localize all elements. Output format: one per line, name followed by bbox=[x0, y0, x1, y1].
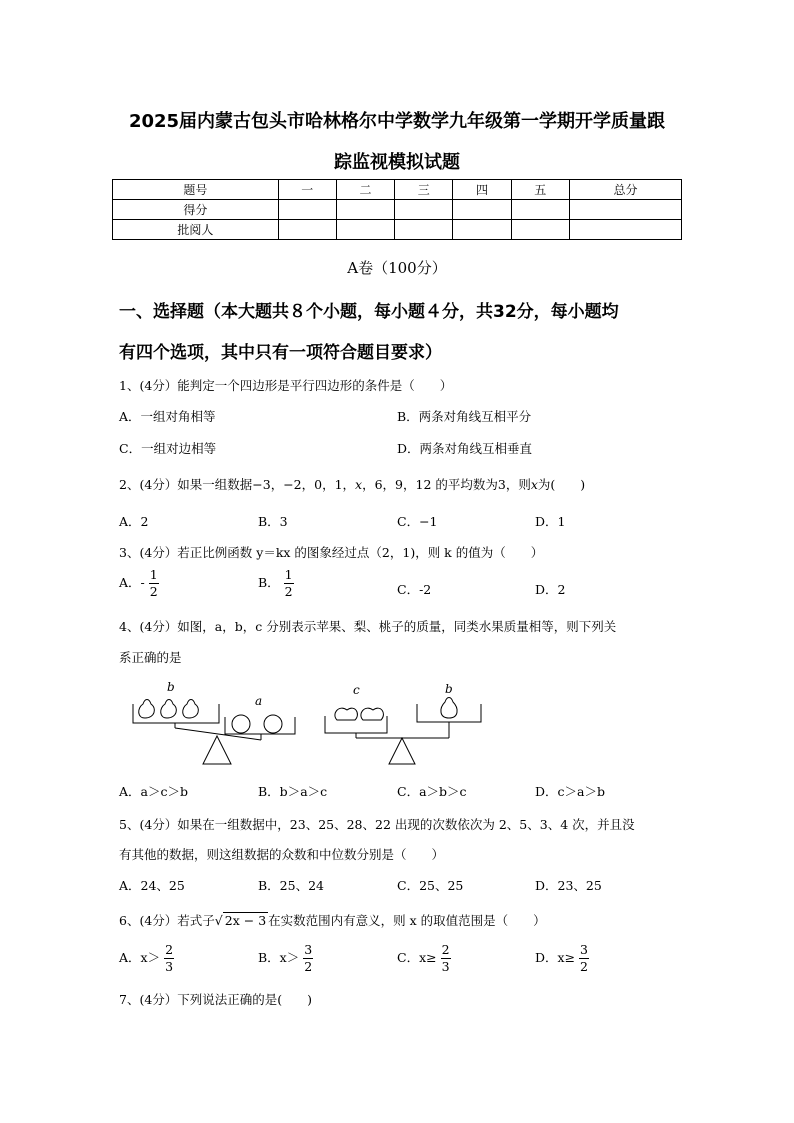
denominator: 3 bbox=[441, 958, 450, 974]
q6-option-c bbox=[397, 944, 451, 973]
q4-option-d: D．c＞a＞b bbox=[535, 784, 605, 799]
row-label: 得分 bbox=[113, 200, 279, 220]
reviewer-cell bbox=[395, 220, 453, 240]
q7-stem: 7、(4分）下列说法正确的是( ) bbox=[119, 992, 313, 1007]
score-cell bbox=[453, 200, 511, 220]
q6-radicand: 2x − 3 bbox=[224, 913, 267, 928]
q2-stem bbox=[119, 475, 585, 493]
numerator: 1 bbox=[149, 567, 158, 582]
pear-icon bbox=[183, 700, 199, 719]
numerator: 2 bbox=[441, 942, 450, 957]
fig-label-b-2: b bbox=[445, 682, 453, 696]
q3-option-b-fraction bbox=[284, 569, 294, 598]
reviewer-cell bbox=[278, 220, 336, 240]
numerator: 3 bbox=[304, 942, 313, 957]
fig-label-c: c bbox=[353, 683, 360, 697]
q2-option-d: D．1 bbox=[535, 514, 566, 529]
q6-option-d-fraction bbox=[579, 944, 589, 973]
q3-option-a-label: A．- bbox=[119, 575, 145, 590]
q3-stem: 3、(4分）若正比例函数 y＝kx 的图象经过点（2，1)，则 k 的值为（ ） bbox=[119, 545, 544, 560]
q2-stem-post: 为( ) bbox=[537, 477, 586, 492]
q6-option-d bbox=[535, 944, 589, 973]
q3-option-a-fraction bbox=[149, 569, 159, 598]
fig-label-a: a bbox=[255, 694, 263, 708]
peach-icon bbox=[361, 708, 384, 720]
fig-label-b: b bbox=[167, 680, 175, 694]
header-cell: 总分 bbox=[569, 180, 681, 200]
apple-icon bbox=[264, 715, 282, 733]
q1-option-d: D．两条对角线互相垂直 bbox=[397, 441, 533, 456]
score-cell bbox=[569, 200, 681, 220]
apple-icon bbox=[232, 715, 250, 733]
reviewer-cell bbox=[336, 220, 394, 240]
reviewer-row bbox=[113, 220, 682, 240]
denominator: 2 bbox=[284, 583, 293, 599]
q3-option-b bbox=[258, 569, 294, 598]
q6-option-a bbox=[119, 944, 174, 973]
row-label: 批阅人 bbox=[113, 220, 279, 240]
q6-option-b-fraction bbox=[303, 944, 313, 973]
q6-option-d-label: D．x≥ bbox=[535, 950, 576, 965]
header-cell: 四 bbox=[453, 180, 511, 200]
denominator: 2 bbox=[149, 583, 158, 599]
numerator: 2 bbox=[165, 942, 174, 957]
score-cell bbox=[395, 200, 453, 220]
balance-scale-figure bbox=[125, 678, 500, 772]
q3-option-b-label: B． bbox=[258, 575, 280, 590]
q2-stem-pre: 2、(4分）如果一组数据−3，−2，0，1， bbox=[119, 477, 356, 492]
q6-option-c-fraction bbox=[441, 944, 451, 973]
q2-option-c: C．−1 bbox=[397, 514, 438, 529]
q2-option-a: A．2 bbox=[119, 514, 149, 529]
score-row bbox=[113, 200, 682, 220]
score-table bbox=[112, 179, 682, 240]
pear-icon bbox=[441, 698, 457, 719]
q6-stem-post: 在实数范围内有意义，则 x 的取值范围是（ ） bbox=[268, 913, 546, 928]
q1-option-c: C．一组对边相等 bbox=[119, 441, 217, 456]
q2-option-b: B．3 bbox=[258, 514, 288, 529]
q6-option-b bbox=[258, 944, 313, 973]
q6-option-b-label: B．x＞ bbox=[258, 950, 300, 965]
right-pan-right bbox=[417, 704, 481, 722]
score-cell bbox=[336, 200, 394, 220]
q4-option-b: B．b＞a＞c bbox=[258, 784, 328, 799]
pear-icon bbox=[161, 700, 177, 719]
numerator: 3 bbox=[580, 942, 588, 957]
reviewer-cell bbox=[453, 220, 511, 240]
q2-var-x: x bbox=[355, 477, 363, 492]
right-fulcrum bbox=[389, 738, 415, 764]
pear-icon bbox=[139, 700, 155, 719]
q1-stem: 1、(4分）能判定一个四边形是平行四边形的条件是（ ） bbox=[119, 378, 453, 393]
q5-option-d: D．23、25 bbox=[535, 878, 602, 893]
q5-stem-line-1: 5、(4分）如果在一组数据中，23、25、28、22 出现的次数依次为 2、5、3、4 次，并且没 bbox=[119, 817, 635, 832]
volume-heading: A卷（100分） bbox=[347, 259, 447, 277]
denominator: 3 bbox=[165, 958, 174, 974]
q3-option-d: D．2 bbox=[535, 582, 566, 597]
q4-stem-line-1: 4、(4分）如图，a，b，c 分别表示苹果、梨、桃子的质量，同类水果质量相等，则下列关 bbox=[119, 619, 617, 634]
denominator: 2 bbox=[580, 958, 588, 974]
header-cell: 题号 bbox=[113, 180, 279, 200]
sqrt-symbol: √ bbox=[214, 913, 223, 928]
section-heading-line-1: 一、选择题（本大题共８个小题，每小题４分，共32分，每小题均 bbox=[119, 302, 619, 322]
section-heading-line-2: 有四个选项，其中只有一项符合题目要求） bbox=[119, 343, 442, 363]
numerator: 1 bbox=[284, 567, 293, 582]
q3-option-c: C．-2 bbox=[397, 582, 432, 597]
title-line-2: 踪监视模拟试题 bbox=[334, 152, 460, 173]
header-cell: 一 bbox=[278, 180, 336, 200]
q2-stem-mid: ，6，9，12 的平均数为3，则 bbox=[362, 477, 531, 492]
left-fulcrum bbox=[203, 736, 231, 764]
peach-icon bbox=[335, 708, 358, 720]
q1-option-b: B．两条对角线互相平分 bbox=[397, 409, 532, 424]
q3-option-a bbox=[119, 569, 159, 598]
reviewer-cell bbox=[569, 220, 681, 240]
q5-option-b: B．25、24 bbox=[258, 878, 324, 893]
q1-option-a: A．一组对角相等 bbox=[119, 409, 216, 424]
q6-option-a-fraction bbox=[164, 944, 174, 973]
score-cell bbox=[511, 200, 569, 220]
header-cell: 二 bbox=[336, 180, 394, 200]
q4-option-c: C．a＞b＞c bbox=[397, 784, 467, 799]
reviewer-cell bbox=[511, 220, 569, 240]
q6-option-a-label: A．x＞ bbox=[119, 950, 161, 965]
header-cell: 五 bbox=[511, 180, 569, 200]
q4-option-a: A．a＞c＞b bbox=[119, 784, 188, 799]
q6-stem-pre: 6、(4分）若式子 bbox=[119, 913, 215, 928]
header-cell: 三 bbox=[395, 180, 453, 200]
q5-option-c: C．25、25 bbox=[397, 878, 464, 893]
score-table-header-row bbox=[113, 180, 682, 200]
title-line-1: 2025届内蒙古包头市哈林格尔中学数学九年级第一学期开学质量跟 bbox=[128, 111, 666, 132]
q2-var-x2: x bbox=[530, 477, 538, 492]
q5-stem-line-2: 有其他的数据，则这组数据的众数和中位数分别是（ ） bbox=[119, 847, 445, 862]
q6-stem bbox=[119, 911, 546, 929]
q6-option-c-label: C．x≥ bbox=[397, 950, 437, 965]
denominator: 2 bbox=[304, 958, 313, 974]
score-cell bbox=[278, 200, 336, 220]
q5-option-a: A．24、25 bbox=[119, 878, 185, 893]
q4-stem-line-2: 系正确的是 bbox=[119, 650, 182, 665]
